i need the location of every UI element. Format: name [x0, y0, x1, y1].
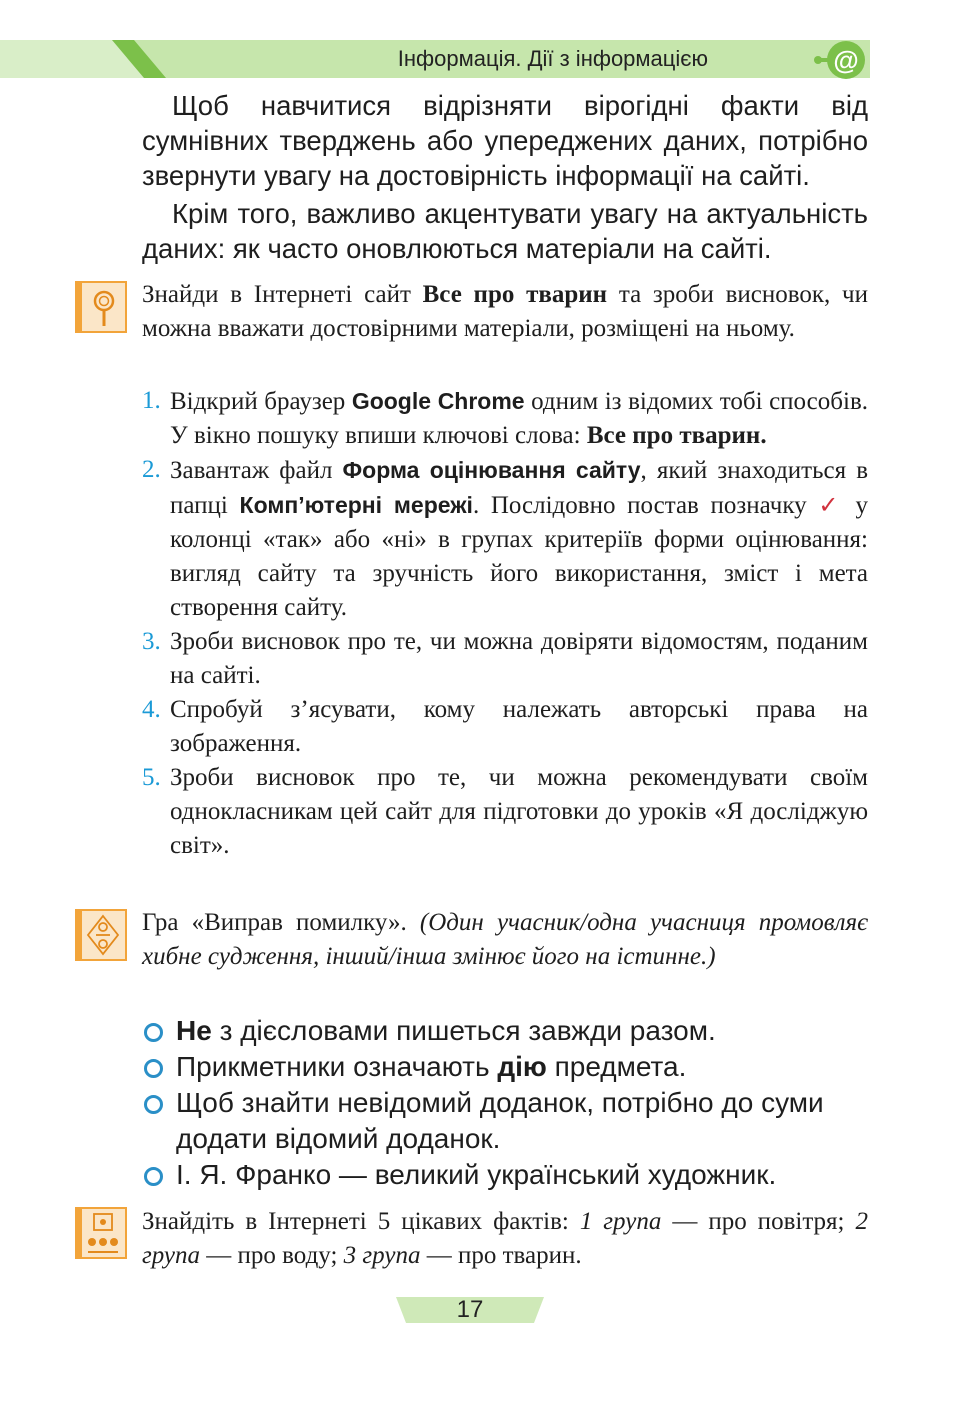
step-text: у колонці «так» або «ні» в групах критеріїв форми оцінювання: вигляд сайту та зручність його використання, зміст і мета створення сайту.: [170, 492, 869, 621]
step-number: 1.: [142, 387, 161, 414]
statement-text: Прикметники означають: [176, 1051, 498, 1082]
statement-text: предмета.: [546, 1051, 687, 1082]
task3-text: — про тварин.: [420, 1242, 582, 1269]
statement-text: Щоб знайти невідомий доданок, потрібно до суми додати відомий доданок.: [176, 1087, 824, 1154]
statement-2: [142, 1049, 872, 1085]
site-name: Все про тварин: [422, 281, 608, 308]
emphasis: дію: [497, 1051, 547, 1082]
group-label: 3 група: [343, 1242, 421, 1269]
svg-text:@: @: [833, 45, 859, 75]
task3-text: — про повітря;: [661, 1208, 856, 1235]
step-text: . Послідовно постав позначку: [472, 492, 819, 519]
step-text: Завантаж файл: [170, 457, 343, 484]
step-text: одним із відомих тобі способів. У вікно пошуку впиши ключові слова:: [170, 388, 868, 449]
circle-bullet-icon: [144, 1167, 163, 1186]
step-5: [142, 761, 868, 863]
circle-bullet-icon: [144, 1059, 163, 1078]
statement-text: І. Я. Франко — великий український художник.: [176, 1159, 777, 1190]
page-number: 17: [456, 1296, 484, 1323]
step-text: Зроби висновок про те, чи можна довіряти відомостям, поданим на сайті.: [170, 628, 868, 689]
statement-3: [142, 1085, 872, 1157]
browser-name: Google Chrome: [351, 388, 525, 414]
game-rules: (Один учасник/одна учасниця промовляє хибне судження, інший/інша змінює його на істинне.): [142, 909, 868, 970]
group-label: 2 група: [142, 1208, 868, 1269]
circle-bullet-icon: [144, 1023, 163, 1042]
step-number: 5.: [142, 764, 161, 791]
group-work-icon: [74, 1206, 128, 1260]
step-number: 3.: [142, 628, 161, 655]
pair-work-icon: [74, 908, 128, 962]
checkmark-icon: ✓: [818, 491, 844, 519]
at-sign-icon: [812, 40, 872, 80]
step-text: Відкрий браузер: [170, 388, 352, 415]
file-name: Форма оцінювання сайту: [342, 457, 641, 483]
false-statements-list: [142, 1013, 872, 1193]
page-header: [0, 40, 870, 78]
step-1: [142, 384, 868, 453]
intro-paragraph-2: Крім того, важливо акцентувати увагу на актуальність даних: як часто оновлюються матеріали на сайті.: [142, 198, 868, 264]
magnifier-icon: [74, 280, 128, 334]
step-3: [142, 625, 868, 693]
emphasis: Не: [176, 1015, 212, 1046]
statement-text: з дієсловами пишеться завжди разом.: [211, 1015, 716, 1046]
step-text: Спробуй з’ясувати, кому належать авторські права на зображення.: [170, 696, 868, 757]
search-keywords: Все про тварин.: [586, 422, 767, 449]
running-header-title: Інформація. Дії з інформацією: [397, 46, 708, 71]
intro-paragraph-1: Щоб навчитися відрізняти вірогідні факти від сумнівних тверджень або упереджених даних, потрібно звернути увагу на достовірність інформації на сайті.: [142, 90, 868, 191]
folder-name: Комп’ютерні мережі: [239, 492, 473, 518]
step-2: [142, 453, 868, 625]
task1-text-b: та зроби висновок, чи можна вважати достовірними матеріали, розміщені на ньому.: [142, 281, 868, 342]
step-number: 2.: [142, 456, 161, 483]
task3-text: Знайдіть в Інтернеті 5 цікавих фактів:: [142, 1208, 580, 1235]
statement-1: [142, 1013, 872, 1049]
task2-instruction: [142, 906, 868, 974]
group-label: 1 група: [579, 1208, 662, 1235]
step-4: [142, 693, 868, 761]
task3-text: — про воду;: [200, 1242, 344, 1269]
step-number: 4.: [142, 696, 161, 723]
task3-instruction: [142, 1205, 868, 1273]
step-text: , який знаходиться в папці: [170, 457, 868, 519]
task1-instruction: [142, 278, 868, 346]
task1-steps: [142, 384, 868, 863]
task1-text-a: Знайди в Інтернеті сайт: [142, 281, 423, 308]
game-title: Гра «Виправ помилку».: [142, 909, 420, 936]
circle-bullet-icon: [144, 1095, 163, 1114]
step-text: Зроби висновок про те, чи можна рекомендувати своїм однокласникам цей сайт для підготовки до уроків «Я досліджую світ».: [170, 764, 868, 859]
statement-4: [142, 1157, 872, 1193]
